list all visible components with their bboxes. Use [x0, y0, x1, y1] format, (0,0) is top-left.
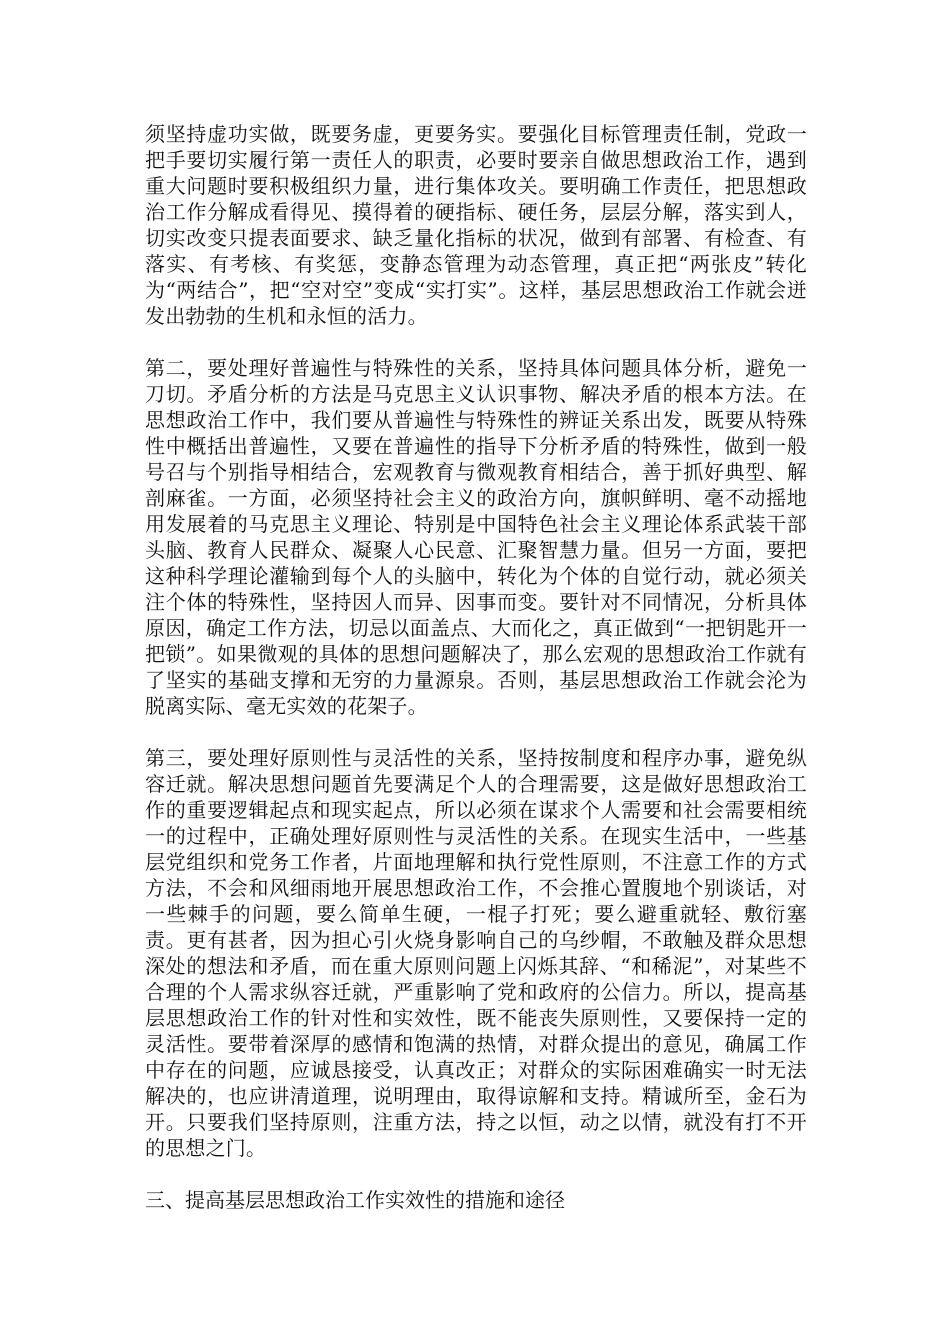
document-body: [145, 121, 807, 1213]
paragraph-2: 第二，要处理好普遍性与特殊性的关系，坚持具体问题具体分析，避免一刀切。矛盾分析的方法是马克思主义认识事物、解决矛盾的根本方法。在思想政治工作中，我们要从普遍性与特殊性的辨证关系出发，既要从特殊性中概括出普遍性，又要在普遍性的指导下分析矛盾的特殊性，做到一般号召与个别指导相结合，宏观教育与微观教育相结合，善于抓好典型、解剖麻雀。一方面，必须坚持社会主义的政治方向，旗帜鲜明、毫不动摇地用发展着的马克思主义理论、特别是中国特色社会主义理论体系武装干部头脑、教育人民群众、凝聚人心民意、汇聚智慧力量。但另一方面，要把这种科学理论灌输到每个人的头脑中，转化为个体的自觉行动，就必须关注个体的特殊性，坚持因人而异、因事而变。要针对不同情况，分析具体原因，确定工作方法，切忌以面盖点、大而化之，真正做到“一把钥匙开一把锁”。如果微观的具体的思想问题解决了，那么宏观的思想政治工作就有了坚实的基础支撑和无穷的力量源泉。否则，基层思想政治工作就会沦为脱离实际、毫无实效的花架子。: [145, 356, 807, 718]
paragraph-3: 第三，要处理好原则性与灵活性的关系，坚持按制度和程序办事，避免纵容迁就。解决思想问题首先要满足个人的合理需要，这是做好思想政治工作的重要逻辑起点和现实起点，所以必须在谋求个人需要和社会需要相统一的过程中，正确处理好原则性与灵活性的关系。在现实生活中，一些基层党组织和党务工作者，片面地理解和执行党性原则，不注意工作的方式方法，不会和风细雨地开展思想政治工作，不会推心置腹地个别谈话，对一些棘手的问题，要么简单生硬，一棍子打死；要么避重就轻、敷衍塞责。更有甚者，因为担心引火烧身影响自己的乌纱帽，不敢触及群众思想深处的想法和矛盾，而在重大原则问题上闪烁其辞、“和稀泥”，对某些不合理的个人需求纵容迁就，严重影响了党和政府的公信力。所以，提高基层思想政治工作的针对性和实效性，既不能丧失原则性，又要保持一定的灵活性。要带着深厚的感情和饱满的热情，对群众提出的意见，确属工作中存在的问题，应诚恳接受，认真改正；对群众的实际困难确实一时无法解决的，也应讲清道理，说明理由，取得谅解和支持。精诚所至，金石为开。只要我们坚持原则，注重方法，持之以恒，动之以情，就没有打不开的思想之门。: [145, 746, 807, 1160]
section-heading: 三、提高基层思想政治工作实效性的措施和途径: [145, 1188, 565, 1212]
paragraph-1: 须坚持虚功实做，既要务虚，更要务实。要强化目标管理责任制，党政一把手要切实履行第一责任人的职责，必要时要亲自做思想政治工作，遇到重大问题时要积极组织力量，进行集体攻关。要明确工作责任，把思想政治工作分解成看得见、摸得着的硬指标、硬任务，层层分解，落实到人，切实改变只提表面要求、缺乏量化指标的状况，做到有部署、有检查、有落实、有考核、有奖惩，变静态管理为动态管理，真正把“两张皮”转化为“两结合”，把“空对空”变成“实打实”。这样，基层思想政治工作就会迸发出勃勃的生机和永恒的活力。: [145, 122, 807, 328]
